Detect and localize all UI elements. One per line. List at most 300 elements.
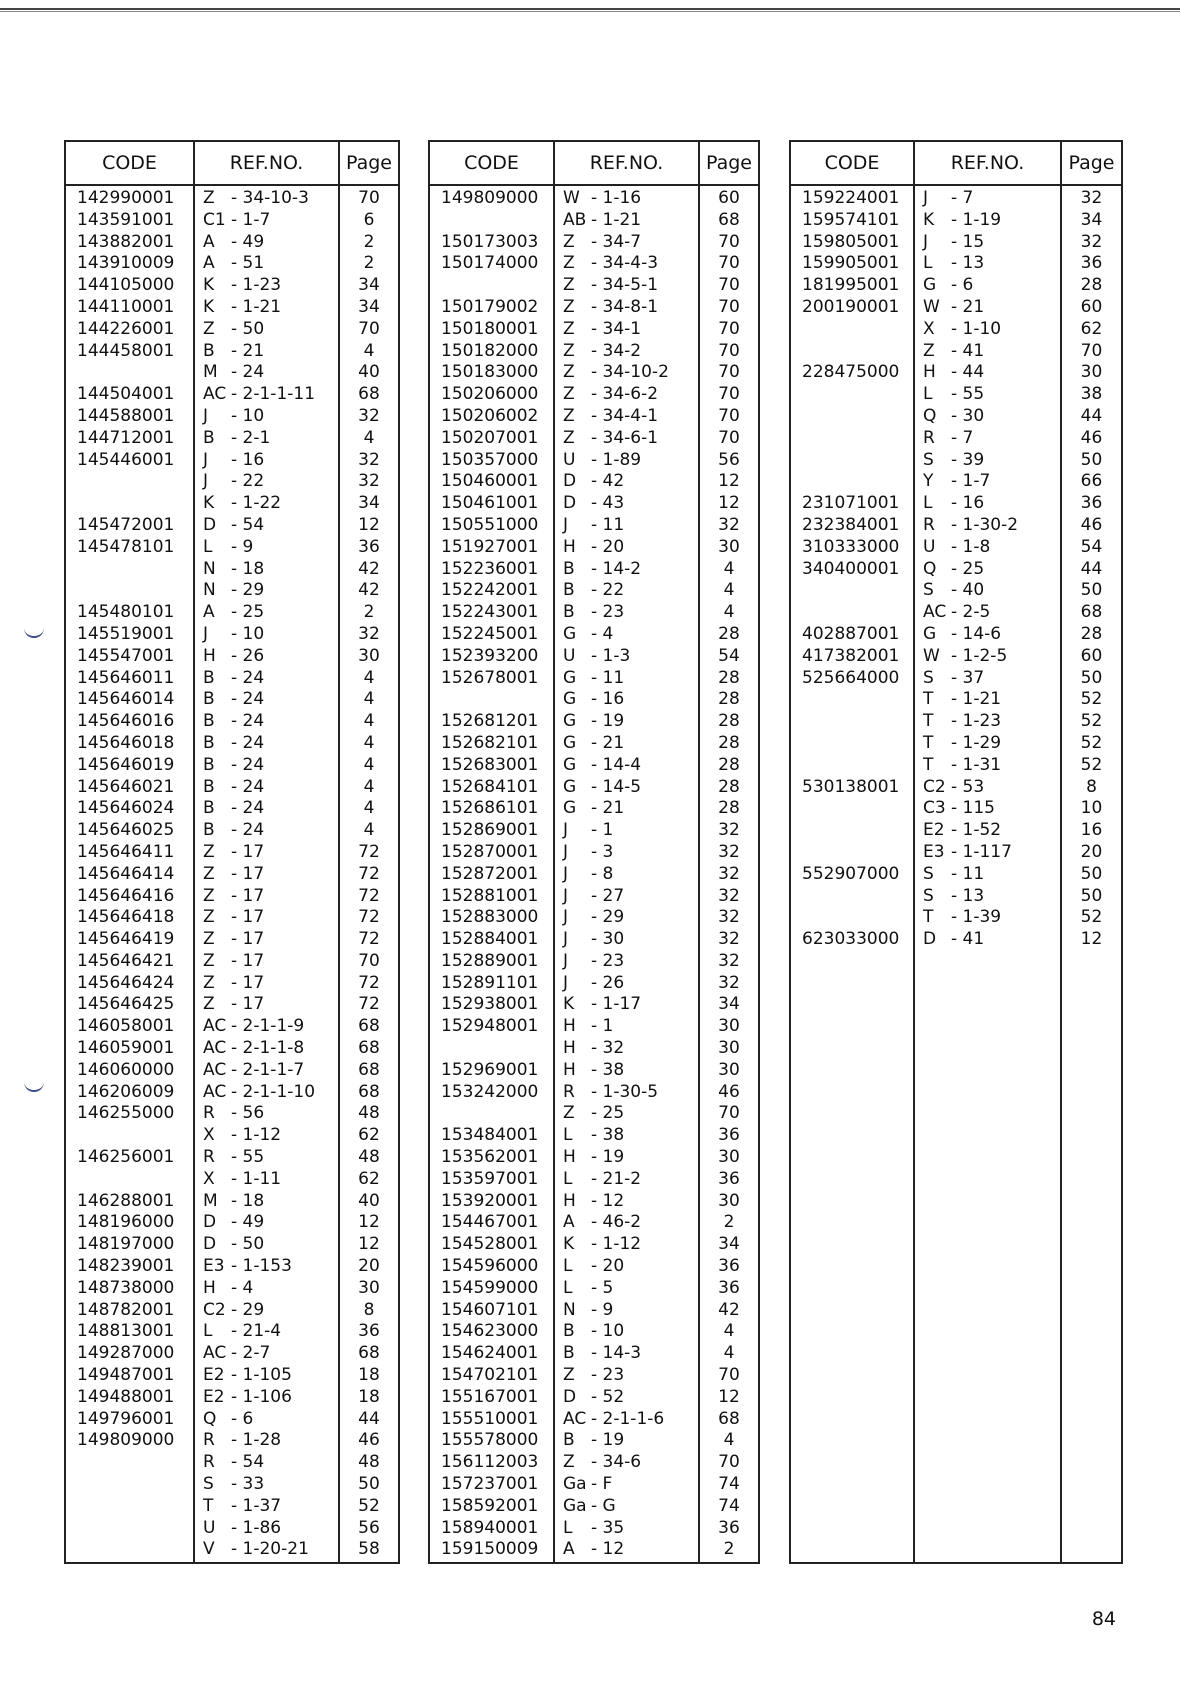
page-cell: 32 — [718, 863, 740, 884]
ref-letter-cell: L — [923, 253, 933, 274]
page-cell: 70 — [1080, 340, 1103, 361]
code-cell: 149796001 — [77, 1408, 175, 1429]
ref-number-cell: - 24 — [231, 732, 265, 753]
ref-number-cell: - 12 — [591, 1539, 625, 1560]
ref-letter-cell: AC — [203, 1343, 227, 1364]
ref-letter-cell: J — [563, 841, 569, 862]
table-row — [430, 1060, 758, 1082]
code-cell: 144105000 — [77, 275, 175, 296]
ref-letter-cell: S — [923, 667, 934, 688]
page-cell: 28 — [718, 754, 740, 775]
ref-number-cell: - 1-3 — [591, 645, 631, 666]
ref-number-cell: - 1-30-2 — [951, 514, 1019, 535]
ref-letter-cell: J — [563, 863, 569, 884]
page-cell: 32 — [718, 820, 740, 841]
table-row — [791, 777, 1121, 799]
ref-number-cell: - 24 — [231, 798, 265, 819]
code-cell: 525664000 — [802, 667, 900, 688]
page-cell: 28 — [718, 667, 740, 688]
code-cell: 145646418 — [77, 907, 175, 928]
code-cell: 153562001 — [441, 1147, 539, 1168]
ref-number-cell: - 41 — [951, 929, 985, 950]
page-cell: 28 — [1080, 275, 1103, 296]
ref-letter-cell: Z — [203, 972, 215, 993]
table-row — [430, 297, 758, 319]
ref-letter-cell: B — [563, 1321, 575, 1342]
table-row — [66, 864, 398, 886]
code-cell: 142990001 — [77, 188, 175, 208]
ref-letter-cell: H — [563, 1147, 576, 1168]
ref-number-cell: - 18 — [231, 1190, 265, 1211]
ref-letter-cell: Z — [563, 427, 575, 448]
page-cell: 60 — [1080, 645, 1103, 666]
table-row — [791, 188, 1121, 210]
ref-letter-cell: Z — [563, 1452, 575, 1473]
page-cell: 32 — [718, 514, 740, 535]
page-cell: 28 — [718, 798, 740, 819]
ref-number-cell: - 55 — [951, 384, 985, 405]
code-cell: 150206000 — [441, 384, 539, 405]
ref-letter-cell: H — [563, 536, 576, 557]
page-cell: 4 — [723, 558, 735, 579]
table-row — [66, 907, 398, 929]
code-cell: 146206009 — [77, 1081, 175, 1102]
ref-letter-cell: Z — [563, 362, 575, 383]
page-cell: 8 — [363, 1299, 375, 1320]
page-cell: 70 — [718, 318, 740, 339]
table-row — [791, 362, 1121, 384]
ref-number-cell: - 10 — [591, 1321, 625, 1342]
page-cell: 62 — [358, 1125, 380, 1146]
ref-number-cell: - 46-2 — [591, 1212, 642, 1233]
table-row — [791, 733, 1121, 755]
ref-number-cell: - 1-31 — [951, 754, 1002, 775]
ref-letter-cell: H — [563, 1190, 576, 1211]
table-row — [430, 864, 758, 886]
table-row — [430, 428, 758, 450]
page-cell: 36 — [718, 1277, 740, 1298]
page-cell: 30 — [718, 1190, 740, 1211]
table-row — [66, 1234, 398, 1256]
ref-letter-cell: G — [563, 732, 577, 753]
table-row — [66, 1518, 398, 1540]
ref-letter-cell: B — [203, 754, 215, 775]
page-cell: 30 — [718, 536, 740, 557]
ref-letter-cell: Ga — [563, 1474, 587, 1495]
ref-letter-cell: U — [203, 1517, 216, 1538]
code-cell: 152242001 — [441, 580, 539, 601]
code-cell: 154467001 — [441, 1212, 539, 1233]
ref-letter-cell: C2 — [203, 1299, 226, 1320]
page-cell: 32 — [358, 449, 380, 470]
code-cell: 154623000 — [441, 1321, 539, 1342]
ref-letter-cell: Q — [203, 1408, 217, 1429]
ref-letter-cell: C2 — [923, 776, 946, 797]
code-cell: 150461001 — [441, 493, 539, 514]
ref-number-cell: - 17 — [231, 841, 265, 862]
code-cell: 149287000 — [77, 1343, 175, 1364]
page-cell: 30 — [718, 1038, 740, 1059]
ref-number-cell: - 22 — [591, 580, 625, 601]
page-cell: 70 — [718, 405, 740, 426]
code-cell: 155510001 — [441, 1408, 539, 1429]
header-code: CODE — [824, 152, 880, 174]
page-cell: 4 — [363, 711, 375, 732]
code-cell: 145646011 — [77, 667, 175, 688]
ref-letter-cell: R — [923, 427, 935, 448]
ref-letter-cell: B — [203, 711, 215, 732]
ref-number-cell: - G — [591, 1495, 616, 1516]
ref-number-cell: - 4 — [591, 623, 614, 644]
page-cell: 20 — [358, 1256, 380, 1277]
page-cell: 50 — [1080, 580, 1103, 601]
table-row — [66, 1278, 398, 1300]
table-row — [430, 668, 758, 690]
ref-number-cell: - 51 — [231, 253, 265, 274]
page-cell: 46 — [718, 1081, 740, 1102]
ref-number-cell: - 19 — [591, 1430, 625, 1451]
page-cell: 36 — [1080, 493, 1103, 514]
ref-letter-cell: Z — [203, 188, 215, 208]
code-cell: 200190001 — [802, 296, 900, 317]
ref-number-cell: - 2-1-1-9 — [231, 1016, 305, 1037]
page-cell: 68 — [718, 209, 740, 230]
ref-letter-cell: U — [563, 645, 576, 666]
ref-number-cell: - 41 — [951, 340, 985, 361]
page-cell: 62 — [358, 1168, 380, 1189]
table-row — [66, 493, 398, 515]
ref-number-cell: - 23 — [591, 602, 625, 623]
table-row — [66, 1082, 398, 1104]
page-cell: 8 — [1086, 776, 1097, 797]
table-row — [66, 362, 398, 384]
ref-number-cell: - 1-52 — [951, 820, 1002, 841]
ref-number-cell: - 24 — [231, 820, 265, 841]
page-cell: 50 — [1080, 863, 1103, 884]
ref-number-cell: - 23 — [591, 950, 625, 971]
ref-number-cell: - 1-89 — [591, 449, 642, 470]
code-cell: 150551000 — [441, 514, 539, 535]
code-cell: 144458001 — [77, 340, 175, 361]
ref-letter-cell: J — [563, 820, 569, 841]
ref-number-cell: - 21 — [591, 798, 625, 819]
ref-letter-cell: C1 — [203, 209, 226, 230]
ref-letter-cell: B — [203, 667, 215, 688]
ref-letter-cell: Q — [923, 405, 937, 426]
ref-letter-cell: H — [203, 1277, 216, 1298]
table-row — [791, 319, 1121, 341]
ref-number-cell: - 16 — [231, 449, 265, 470]
ref-number-cell: - 34-6-2 — [591, 384, 659, 405]
table-row — [791, 689, 1121, 711]
page-cell: 48 — [358, 1147, 380, 1168]
ref-number-cell: - 14-2 — [591, 558, 642, 579]
ref-letter-cell: E3 — [923, 841, 945, 862]
ref-letter-cell: Z — [203, 885, 215, 906]
table-row — [430, 1474, 758, 1496]
table-row — [430, 1300, 758, 1322]
ref-number-cell: - 34-6-1 — [591, 427, 659, 448]
ref-letter-cell: T — [923, 754, 934, 775]
code-cell: 145646024 — [77, 798, 175, 819]
table-row — [66, 537, 398, 559]
ref-letter-cell: A — [563, 1539, 575, 1560]
ref-number-cell: - 1-21 — [231, 296, 282, 317]
page-cell: 4 — [363, 340, 375, 361]
ref-number-cell: - 23 — [591, 1365, 625, 1386]
ref-letter-cell: N — [563, 1299, 576, 1320]
code-cell: 154702101 — [441, 1365, 539, 1386]
ref-number-cell: - 35 — [591, 1517, 625, 1538]
table-row — [430, 1409, 758, 1431]
ref-letter-cell: R — [203, 1147, 215, 1168]
ref-number-cell: - 17 — [231, 994, 265, 1015]
ref-letter-cell: E2 — [203, 1365, 225, 1386]
ref-letter-cell: T — [923, 711, 934, 732]
page-cell: 30 — [358, 1277, 380, 1298]
page-cell: 40 — [358, 1190, 380, 1211]
ref-number-cell: - 34-4-1 — [591, 405, 659, 426]
header-code: CODE — [102, 152, 157, 174]
table-row — [791, 798, 1121, 820]
table-row — [430, 559, 758, 581]
header-divider — [430, 184, 758, 186]
page-cell: 4 — [723, 1321, 735, 1342]
code-cell: 150182000 — [441, 340, 539, 361]
code-cell: 145472001 — [77, 514, 175, 535]
ref-number-cell: - 1-28 — [231, 1430, 282, 1451]
code-cell: 153484001 — [441, 1125, 539, 1146]
table-row — [791, 668, 1121, 690]
table-row — [66, 842, 398, 864]
code-cell: 417382001 — [802, 645, 900, 666]
ref-letter-cell: Z — [563, 405, 575, 426]
ref-letter-cell: J — [563, 929, 569, 950]
ref-number-cell: - 26 — [591, 972, 625, 993]
page-cell: 32 — [358, 405, 380, 426]
ref-letter-cell: L — [203, 1321, 213, 1342]
page-cell: 72 — [358, 994, 380, 1015]
ref-letter-cell: T — [923, 689, 934, 710]
ref-letter-cell: R — [203, 1430, 215, 1451]
code-cell: 148738000 — [77, 1277, 175, 1298]
code-cell: 146256001 — [77, 1147, 175, 1168]
table-row — [66, 188, 398, 210]
page-cell: 34 — [1080, 209, 1103, 230]
code-cell: 145646425 — [77, 994, 175, 1015]
ref-letter-cell: Z — [203, 841, 215, 862]
ref-number-cell: - 1-10 — [951, 318, 1002, 339]
ref-number-cell: - 49 — [231, 1212, 265, 1233]
table-row — [791, 428, 1121, 450]
table-row — [66, 994, 398, 1016]
code-cell: 150206002 — [441, 405, 539, 426]
table-row — [791, 275, 1121, 297]
ref-number-cell: - 1-7 — [951, 471, 991, 492]
table-row — [66, 1147, 398, 1169]
table-row — [430, 1343, 758, 1365]
page-cell: 2 — [363, 602, 375, 623]
page-cell: 42 — [718, 1299, 740, 1320]
code-cell: 153242000 — [441, 1081, 539, 1102]
ref-letter-cell: B — [563, 558, 575, 579]
ref-number-cell: - 2-1-1-7 — [231, 1059, 305, 1080]
table-row — [791, 559, 1121, 581]
table-row — [66, 1409, 398, 1431]
table-row — [66, 1321, 398, 1343]
page-cell: 12 — [718, 493, 740, 514]
table-row — [791, 646, 1121, 668]
ref-number-cell: - 1-117 — [951, 841, 1012, 862]
page-cell: 4 — [723, 1430, 735, 1451]
table-row — [66, 1539, 398, 1561]
ref-letter-cell: K — [923, 209, 935, 230]
table-row — [430, 471, 758, 493]
page-cell: 50 — [1080, 885, 1103, 906]
ref-letter-cell: Y — [923, 471, 934, 492]
ref-number-cell: - 1-11 — [231, 1168, 282, 1189]
ref-number-cell: - 1-17 — [591, 994, 642, 1015]
table-row — [66, 1300, 398, 1322]
page-cell: 28 — [1080, 623, 1103, 644]
table-row — [66, 1474, 398, 1496]
ref-letter-cell: B — [203, 689, 215, 710]
ref-number-cell: - 50 — [231, 1234, 265, 1255]
ref-letter-cell: Z — [563, 275, 575, 296]
code-cell: 151927001 — [441, 536, 539, 557]
page-cell: 12 — [1080, 929, 1103, 950]
ref-number-cell: - 1-21 — [591, 209, 642, 230]
code-cell: 150207001 — [441, 427, 539, 448]
header-ref-no: REF.NO. — [589, 152, 664, 174]
table-row — [66, 515, 398, 537]
table-row — [791, 297, 1121, 319]
table-row — [791, 886, 1121, 908]
ref-letter-cell: AC — [203, 1059, 227, 1080]
page-cell: 48 — [358, 1452, 380, 1473]
table-row — [430, 1321, 758, 1343]
page-cell: 20 — [1080, 841, 1103, 862]
page-cell: 34 — [358, 275, 380, 296]
ref-number-cell: - 17 — [231, 885, 265, 906]
code-cell: 152969001 — [441, 1059, 539, 1080]
page-cell: 72 — [358, 863, 380, 884]
page-cell: 4 — [363, 776, 375, 797]
table-row — [430, 646, 758, 668]
code-cell: 152683001 — [441, 754, 539, 775]
table-row — [430, 188, 758, 210]
code-cell: 155167001 — [441, 1386, 539, 1407]
ref-number-cell: - 1-37 — [231, 1495, 282, 1516]
ref-number-cell: - 34-5-1 — [591, 275, 659, 296]
table-row — [430, 341, 758, 363]
ref-number-cell: - 21 — [231, 340, 265, 361]
page-cell: 36 — [718, 1256, 740, 1277]
ref-letter-cell: T — [923, 907, 934, 928]
ref-letter-cell: Z — [203, 950, 215, 971]
table-row — [66, 711, 398, 733]
ref-letter-cell: V — [203, 1539, 215, 1560]
ref-letter-cell: Z — [203, 318, 215, 339]
ref-number-cell: - 1-106 — [231, 1386, 292, 1407]
code-cell: 150460001 — [441, 471, 539, 492]
ref-letter-cell: H — [563, 1016, 576, 1037]
page-cell: 2 — [723, 1212, 735, 1233]
ref-number-cell: - 1 — [591, 820, 614, 841]
ref-letter-cell: A — [203, 602, 215, 623]
ref-number-cell: - 24 — [231, 667, 265, 688]
ref-letter-cell: N — [203, 558, 216, 579]
header-divider — [791, 184, 1121, 186]
ref-number-cell: - 1-12 — [231, 1125, 282, 1146]
page-cell: 18 — [358, 1365, 380, 1386]
ref-letter-cell: Z — [563, 1103, 575, 1124]
table-row — [430, 1256, 758, 1278]
ref-letter-cell: Z — [563, 296, 575, 317]
ref-letter-cell: B — [563, 580, 575, 601]
table-row — [791, 515, 1121, 537]
ref-number-cell: - 3 — [591, 841, 614, 862]
ref-number-cell: - 115 — [951, 798, 995, 819]
ref-letter-cell: Z — [203, 929, 215, 950]
ref-letter-cell: A — [563, 1212, 575, 1233]
page-cell: 34 — [718, 1234, 740, 1255]
table-row — [430, 624, 758, 646]
ref-letter-cell: J — [563, 514, 569, 535]
table-row — [430, 777, 758, 799]
table-row — [430, 406, 758, 428]
ref-letter-cell: W — [923, 645, 940, 666]
code-cell: 145646016 — [77, 711, 175, 732]
page-cell: 72 — [358, 972, 380, 993]
code-cell: 159224001 — [802, 188, 900, 208]
table-row — [430, 1430, 758, 1452]
page-cell: 70 — [358, 318, 380, 339]
code-cell: 152869001 — [441, 820, 539, 841]
code-cell: 153597001 — [441, 1168, 539, 1189]
table-row — [791, 711, 1121, 733]
code-cell: 145480101 — [77, 602, 175, 623]
ref-letter-cell: C3 — [923, 798, 946, 819]
code-cell: 552907000 — [802, 863, 900, 884]
page-cell: 32 — [1080, 231, 1103, 252]
table-row — [791, 842, 1121, 864]
ref-number-cell: - 4 — [231, 1277, 254, 1298]
binder-hole-mark — [24, 618, 44, 638]
table-row — [791, 864, 1121, 886]
code-cell: 145646014 — [77, 689, 175, 710]
code-cell: 152681201 — [441, 711, 539, 732]
code-cell: 149487001 — [77, 1365, 175, 1386]
table-row — [791, 450, 1121, 472]
page-cell: 36 — [718, 1168, 740, 1189]
page-cell: 72 — [358, 929, 380, 950]
ref-letter-cell: W — [563, 188, 580, 208]
table-row — [66, 297, 398, 319]
code-cell: 144504001 — [77, 384, 175, 405]
ref-number-cell: - 21 — [951, 296, 985, 317]
code-cell: 154596000 — [441, 1256, 539, 1277]
code-cell: 152889001 — [441, 950, 539, 971]
table-row — [430, 820, 758, 842]
ref-letter-cell: L — [923, 493, 933, 514]
ref-number-cell: - 13 — [951, 253, 985, 274]
ref-number-cell: - 6 — [231, 1408, 254, 1429]
table-row — [430, 450, 758, 472]
code-cell: 152891101 — [441, 972, 539, 993]
ref-number-cell: - 52 — [591, 1386, 625, 1407]
ref-number-cell: - 29 — [231, 1299, 265, 1320]
